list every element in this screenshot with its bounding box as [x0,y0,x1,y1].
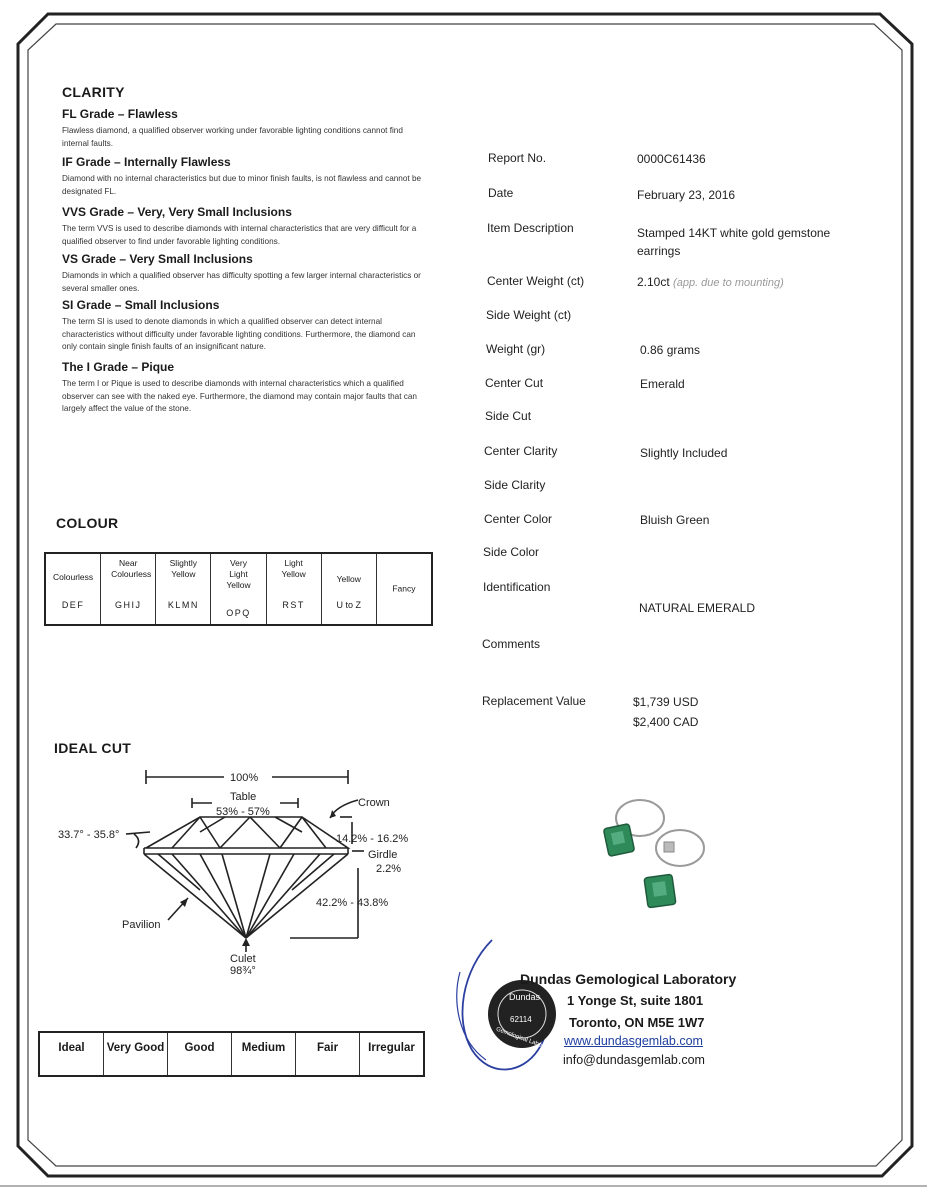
center-clarity-label: Center Clarity [484,444,558,458]
cut-grade-ideal: Ideal [40,1033,104,1075]
side-color-label: Side Color [483,545,540,559]
grade-desc: The term SI is used to denote diamonds in which a qualified observer can detect internal characteristics without difficulty under favorable lighting conditions. Furthermore, the diamond can only contain single finish faults of an insignificant nature. [62,317,416,351]
date-value: February 23, 2016 [637,188,736,202]
weight-gr-label: Weight (gr) [486,342,546,356]
cut-grade-irregular: Irregular [368,1042,415,1054]
table-label: Table [230,791,257,803]
clarity-grade-vvs [62,205,427,248]
center-color-value: Bluish Green [640,513,710,527]
width-label: 100% [230,772,259,784]
grade-title: FL Grade – Flawless [62,107,178,121]
lab-name: Dundas Gemological Laboratory [520,971,737,987]
grade-desc: Diamonds in which a qualified observer has difficulty spotting a few larger internal characteristics or several smaller ones. [62,271,421,293]
side-weight-label: Side Weight (ct) [486,308,572,322]
report-no-label: Report No. [488,151,547,165]
clarity-grade-si [62,298,427,354]
table-range-label: 53% - 57% [216,806,270,818]
replacement-cad-value: $2,400 CAD [633,715,699,729]
crown-height-label: 14.2% - 16.2% [336,833,409,845]
pavilion-depth-label: 42.2% - 43.8% [316,897,389,909]
colour-cell-slightly-yellow [156,554,211,624]
culet-value-label: 98¾° [230,965,256,977]
seal-ring-text: Gemological Laboratory [495,1026,557,1055]
center-weight-text: 2.10ct [637,275,670,289]
weight-gr-value: 0.86 grams [640,343,701,357]
colour-title: COLOUR [56,515,119,531]
colour-name: Yellow [336,574,361,584]
center-clarity-value: Slightly Included [640,446,728,460]
colour-cell-yellow [322,554,377,624]
colour-grades: RST [282,600,305,610]
grade-title: VS Grade – Very Small Inclusions [62,252,253,266]
seal-number: 62114 [510,1015,532,1024]
seal-top-text: Dundas [509,992,541,1002]
date-label: Date [488,186,514,200]
center-weight-label: Center Weight (ct) [487,274,585,288]
colour-cell-very-light-yellow [211,554,266,624]
grade-title: VVS Grade – Very, Very Small Inclusions [62,205,292,219]
colour-name: Slightly Yellow [169,558,198,579]
colour-cell-light-yellow [267,554,322,624]
grade-desc: Diamond with no internal characteristics but due to minor finish faults, is not flawless and cannot be designated FL. [62,174,422,196]
center-cut-value: Emerald [640,377,685,391]
clarity-grade-if [62,155,427,198]
colour-name: Near Colourless [111,558,152,579]
report-no-value: 0000C61436 [637,152,706,166]
colour-grades: KLMN [167,600,199,610]
clarity-grade-fl [62,107,427,150]
diamond-cut-diagram [40,760,440,990]
lab-address-line2: Toronto, ON M5E 1W7 [569,1015,705,1030]
cut-grade-fair: Fair [296,1033,360,1075]
side-clarity-label: Side Clarity [484,478,546,492]
culet-label: Culet [230,953,256,965]
center-color-label: Center Color [484,512,553,526]
lab-address-line1: 1 Yonge St, suite 1801 [567,993,704,1008]
colour-grades: DEF [61,600,85,610]
colour-name: Fancy [392,583,416,594]
comments-label: Comments [482,637,541,651]
crown-angle-label: 33.7° - 35.8° [58,829,120,841]
grade-title: IF Grade – Internally Flawless [62,155,231,169]
item-description-label: Item Description [487,221,574,235]
grade-desc: Flawless diamond, a qualified observer working under favorable lighting conditions cannot find internal faults. [62,126,403,148]
girdle-value-label: 2.2% [376,863,402,875]
colour-grades: U to Z [336,600,362,610]
grade-desc: The term I or Pique is used to describe diamonds with internal characteristics which a qualified observer can see with the naked eye. Furthermore, the diamond may contain major faults that can largely affect the value of the stone. [62,379,417,413]
cut-grade-table [38,1031,425,1077]
lab-email[interactable]: info@dundasgemlab.com [563,1053,705,1067]
grade-title: SI Grade – Small Inclusions [62,298,220,312]
ideal-cut-title: IDEAL CUT [54,740,132,756]
colour-cell-near-colourless [101,554,156,624]
colour-cell-fancy [377,554,431,624]
center-weight-note: (app. due to mounting) [673,277,784,289]
center-cut-label: Center Cut [485,376,544,390]
earrings-photo [592,796,712,930]
cut-grade-good: Good [168,1033,232,1075]
crown-label: Crown [358,797,390,809]
clarity-grade-vs [62,252,427,295]
grade-desc: The term VVS is used to describe diamonds with internal characteristics that are very difficult for a qualified observer to find under favorable lighting conditions. [62,224,417,246]
colour-name: Very Light Yellow [226,558,251,590]
replacement-usd-value: $1,739 USD [633,695,699,709]
colour-scale-table [44,552,433,626]
clarity-grade-i [62,360,427,416]
cut-grade-medium: Medium [232,1033,296,1075]
colour-cell-colourless [46,554,101,624]
cut-grade-very-good: Very Good [104,1033,168,1075]
identification-label: Identification [483,580,551,594]
colour-grades: OPQ [226,608,251,618]
identification-value: NATURAL EMERALD [639,601,756,615]
center-weight-value [637,275,784,289]
girdle-label: Girdle [368,849,398,861]
item-description-value: Stamped 14KT white gold gemstone earrings [637,226,831,258]
clarity-title: CLARITY [62,84,125,100]
colour-grades: GHIJ [114,600,142,610]
pavilion-label: Pavilion [122,919,161,931]
lab-website-link[interactable]: www.dundasgemlab.com [564,1034,703,1048]
replacement-value-label: Replacement Value [482,694,586,708]
side-cut-label: Side Cut [485,409,532,423]
colour-name: Colourless [52,572,94,582]
colour-name: Light Yellow [281,558,306,579]
grade-title: The I Grade – Pique [62,360,175,374]
